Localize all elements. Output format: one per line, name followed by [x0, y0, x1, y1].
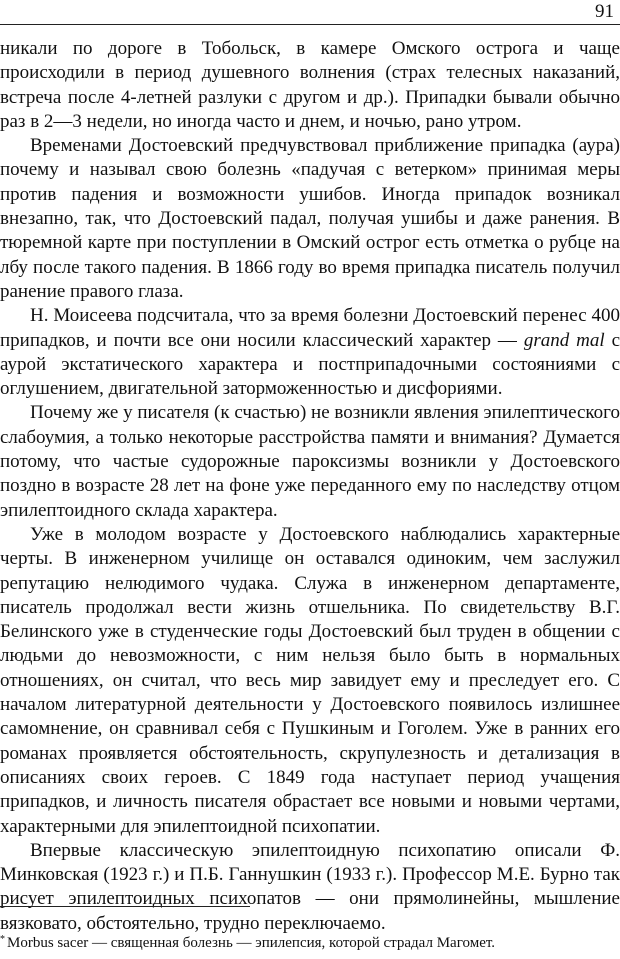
footnote-text: Morbus sacer — священная болезнь — эпилепсия, которой страдал Магомет.: [7, 935, 496, 951]
page-number: 91: [595, 1, 614, 22]
footnote: [0, 931, 620, 952]
paragraph: [0, 304, 620, 401]
paragraph-text: с аурой экстатического характера и постприпадочными состояниями с оглушением, двигательной заторможенностью и дисфориями.: [0, 329, 620, 400]
header-rule: [0, 24, 620, 25]
body-text: [0, 37, 620, 936]
paragraph: Почему же у писателя (к счастью) не возникли явления эпилептического слабоумия, а только некоторые расстройства памяти и внимания? Думается потому, что частые судорожные пароксизмы возникли у Достоевского поздно в возрасте 28 лет на фоне уже переданного ему по наследству отцом эпилептоидного склада характера.: [0, 402, 620, 521]
footnote-rule: [0, 906, 250, 907]
paragraph-text: Н. Моисеева подсчитала, что за время болезни Достоевский перенес 400 припадков, и почти все они носили классический характер —: [0, 305, 620, 351]
latin-term: grand mal: [523, 329, 605, 351]
paragraph: никали по дороге в Тобольск, в камере Омского острога и чаще происходили в период душевного волнения (страх телесных наказаний, встреча после 4-летней разлуки с другом и др.). Припадки бывали обычно раз в 2—3 недели, но иногда часто и днем, и ночью, рано утром.: [0, 38, 620, 132]
paragraph: Уже в молодом возрасте у Достоевского наблюдались характерные черты. В инженерном училище он оставался одиноким, чем заслужил репутацию нелюдимого чудака. Служа в инженерном департаменте, писатель продолжал вести жизнь отшельника. По свидетельству В.Г. Белинского уже в студенческие годы Достоевский был труден в общении с людьми до невозможности, с ним нельзя было быть в нормальных отношениях, он считал, что весь мир завидует ему и преследует его. С началом литературной деятельности у Достоевского появилось излишнее самомнение, он сравнивал себя с Пушкиным и Гоголем. Уже в ранних его романах проявляется обстоятельность, скрупулезность и детализация в описаниях своих героев. С 1849 года наступает период учащения припадков, и личность писателя обрастает все новыми и новыми чертами, характерными для эпилептоидной психопатии.: [0, 523, 620, 837]
paragraph: Впервые классическую эпилептоидную психопатию описали Ф. Минковская (1923 г.) и П.Б. Ганнушкин (1933 г.). Профессор М.Е. Бурно так рисует эпилептоидных психопатов — они прямолинейны, мышление вязковато, обстоятельно, трудно переключаемо.: [0, 839, 620, 934]
paragraph: Временами Достоевский предчувствовал приближение припадка (аура) почему и называл свою болезнь «падучая с ветерком» принимая меры против падения и возможности ушибов. Иногда припадок возникал внезапно, так, что Достоевский падал, получая ушибы и даже ранения. В тюремной карте при поступлении в Омский острог есть отметка о рубце на лбу после такого падения. В 1866 году во время припадка писатель получил ранение правого глаза.: [0, 135, 620, 302]
footnote-marker: *: [0, 934, 5, 945]
